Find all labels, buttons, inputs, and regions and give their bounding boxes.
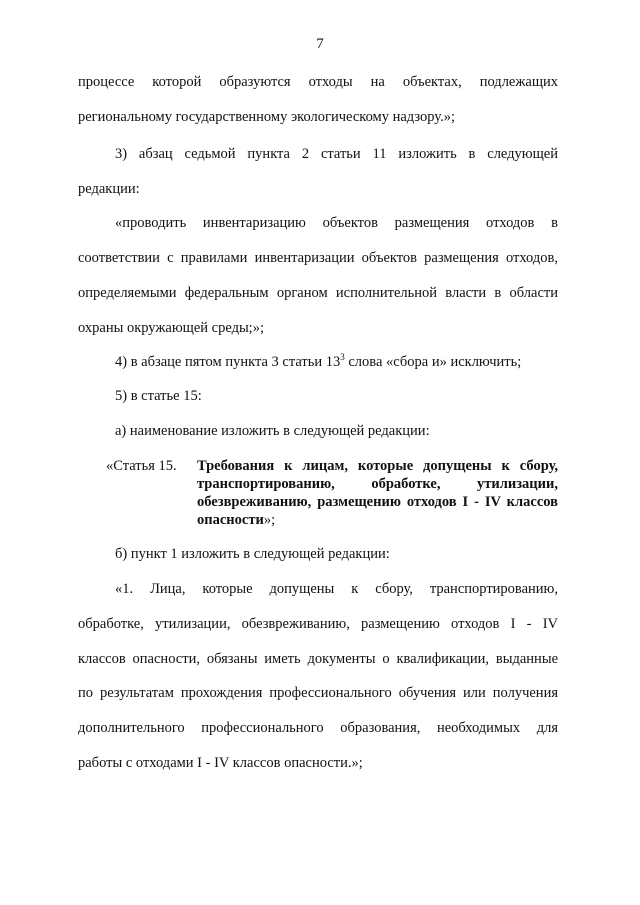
superscript: 3	[340, 352, 345, 363]
text-segment: опасности	[197, 512, 264, 528]
text-line: процессе которой образуются отходы на объектах, подлежащих	[78, 74, 558, 90]
text-line: а) наименование изложить в следующей редакции:	[115, 423, 430, 439]
text-segment: »;	[263, 512, 276, 528]
text-line: классов опасности, обязаны иметь документы о квалификации, выданные	[78, 651, 558, 667]
text-segment: 4) в абзаце пятом пункта 3 статьи 13	[115, 354, 341, 370]
text-line: региональному государственному экологическому надзору.»;	[78, 109, 455, 125]
text-line: обработке, утилизации, обезвреживанию, размещению отходов I - IV	[78, 616, 558, 632]
text-line: 5) в статье 15:	[115, 388, 202, 404]
article-heading-line	[197, 511, 558, 529]
text-line: «1. Лица, которые допущены к сбору, транспортированию,	[115, 581, 558, 597]
text-line: дополнительного профессионального образования, необходимых для	[78, 720, 558, 736]
text-line: определяемыми федеральным органом исполнительной власти в области	[78, 285, 558, 301]
article-heading-line: Требования к лицам, которые допущены к сбору,	[197, 458, 558, 474]
text-line: соответствии с правилами инвентаризации объектов размещения отходов,	[78, 250, 558, 266]
article-heading-line: транспортированию, обработке, утилизации,	[197, 476, 558, 492]
text-line	[115, 353, 558, 371]
text-line: 3) абзац седьмой пункта 2 статьи 11 изложить в следующей	[115, 146, 558, 162]
text-segment: слова «сбора и» исключить;	[344, 354, 522, 370]
text-line: по результатам прохождения профессионального обучения или получения	[78, 685, 558, 701]
article-heading-line: обезвреживанию, размещению отходов I - IV классов	[197, 494, 558, 510]
text-line: б) пункт 1 изложить в следующей редакции:	[115, 546, 390, 562]
text-line: охраны окружающей среды;»;	[78, 320, 264, 336]
text-line: работы с отходами I - IV классов опасности.»;	[78, 755, 363, 771]
page-number: 7	[316, 36, 324, 52]
text-line: редакции:	[78, 181, 140, 197]
text-line: «проводить инвентаризацию объектов размещения отходов в	[115, 215, 558, 231]
article-heading-prefix: «Статья 15.	[106, 458, 177, 474]
